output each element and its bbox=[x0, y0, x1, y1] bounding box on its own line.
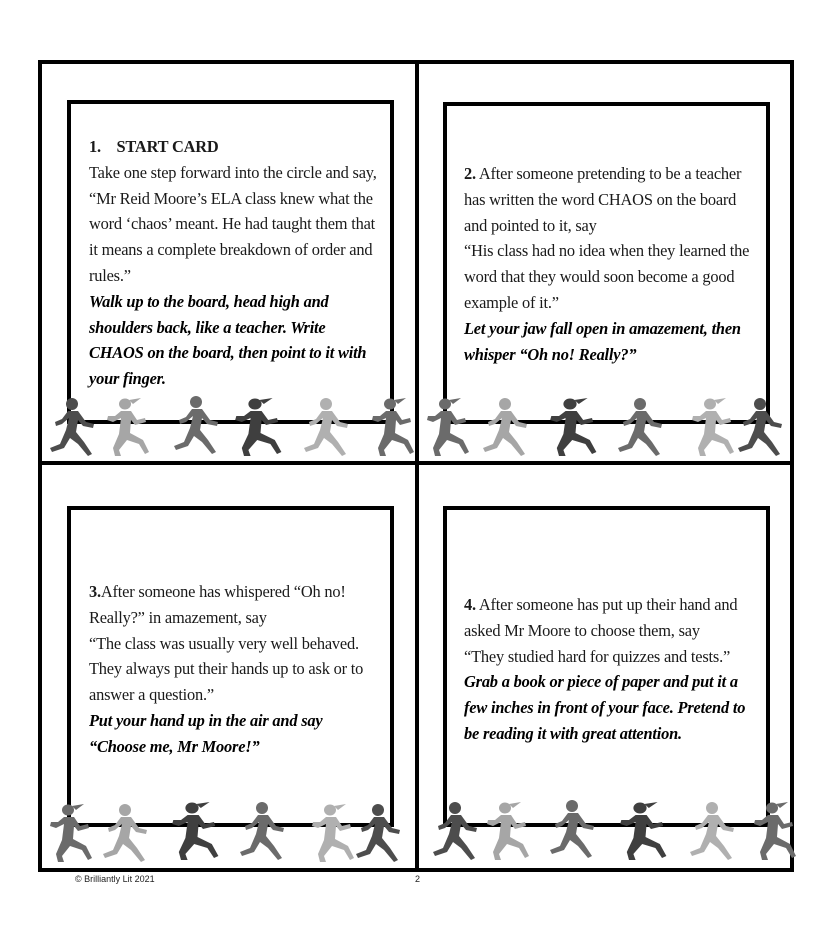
card-1-title: START CARD bbox=[116, 137, 219, 156]
card-1-line: rules.” bbox=[89, 265, 131, 285]
card-3-line: They always put their hands up to ask or to bbox=[89, 659, 364, 679]
card-1-line: Take one step forward into the circle and say, bbox=[89, 162, 377, 182]
card-1-instruction: shoulders back, like a teacher. Write bbox=[89, 317, 326, 337]
card-1-instruction: Walk up to the board, head high and bbox=[89, 291, 329, 311]
card-1-line: word ‘chaos’ meant. He had taught them that bbox=[89, 214, 376, 234]
card-4-line: asked Mr Moore to choose them, say bbox=[464, 620, 700, 640]
card-4-line: “They studied hard for quizzes and tests.” bbox=[464, 646, 731, 666]
runner-strip-bottom-left bbox=[50, 802, 400, 862]
card-2-instruction: Let your jaw fall open in amazement, then bbox=[464, 318, 741, 338]
runner-strip-bottom-right bbox=[433, 800, 796, 860]
card-2-line: and pointed to it, say bbox=[464, 215, 597, 235]
card-3-line: 3.After someone has whispered “Oh no! bbox=[89, 582, 346, 601]
card-3-line: “The class was usually very well behaved. bbox=[89, 633, 359, 653]
card-4-line: 4. After someone has put up their hand and bbox=[464, 595, 738, 614]
card-2-line: “His class had no idea when they learned the bbox=[464, 241, 750, 261]
card-2-instruction: whisper “Oh no! Really?” bbox=[464, 344, 637, 364]
card-2-line: word that they would soon become a good bbox=[464, 267, 735, 287]
runner-strip-top-right bbox=[427, 398, 782, 456]
card-1-heading: 1. START CARD bbox=[89, 137, 219, 156]
card-2-line: has written the word CHAOS on the board bbox=[464, 189, 737, 209]
card-1-line: “Mr Reid Moore’s ELA class knew what the bbox=[89, 188, 373, 208]
page-number: 2 bbox=[415, 874, 421, 884]
card-1-instruction: your finger. bbox=[89, 369, 166, 389]
card-2-line: example of it.” bbox=[464, 292, 559, 312]
card-3-line: answer a question.” bbox=[89, 685, 215, 705]
copyright-notice: © Brilliantly Lit 2021 bbox=[75, 874, 155, 884]
card-3-instruction: Put your hand up in the air and say bbox=[89, 710, 323, 730]
card-4-instruction: Grab a book or piece of paper and put it a bbox=[464, 672, 738, 692]
card-2-line: 2. After someone pretending to be a teacher bbox=[464, 164, 742, 183]
card-1-instruction: CHAOS on the board, then point to it with bbox=[89, 343, 367, 363]
card-3-line: Really?” in amazement, say bbox=[89, 607, 267, 627]
card-1-line: it means a complete breakdown of order and bbox=[89, 240, 373, 260]
card-4-instruction: be reading it with great attention. bbox=[464, 723, 682, 743]
card-3-instruction: “Choose me, Mr Moore!” bbox=[89, 736, 260, 756]
card-4-instruction: few inches in front of your face. Pretend to bbox=[464, 698, 746, 718]
runner-strip-top-left bbox=[50, 396, 414, 456]
